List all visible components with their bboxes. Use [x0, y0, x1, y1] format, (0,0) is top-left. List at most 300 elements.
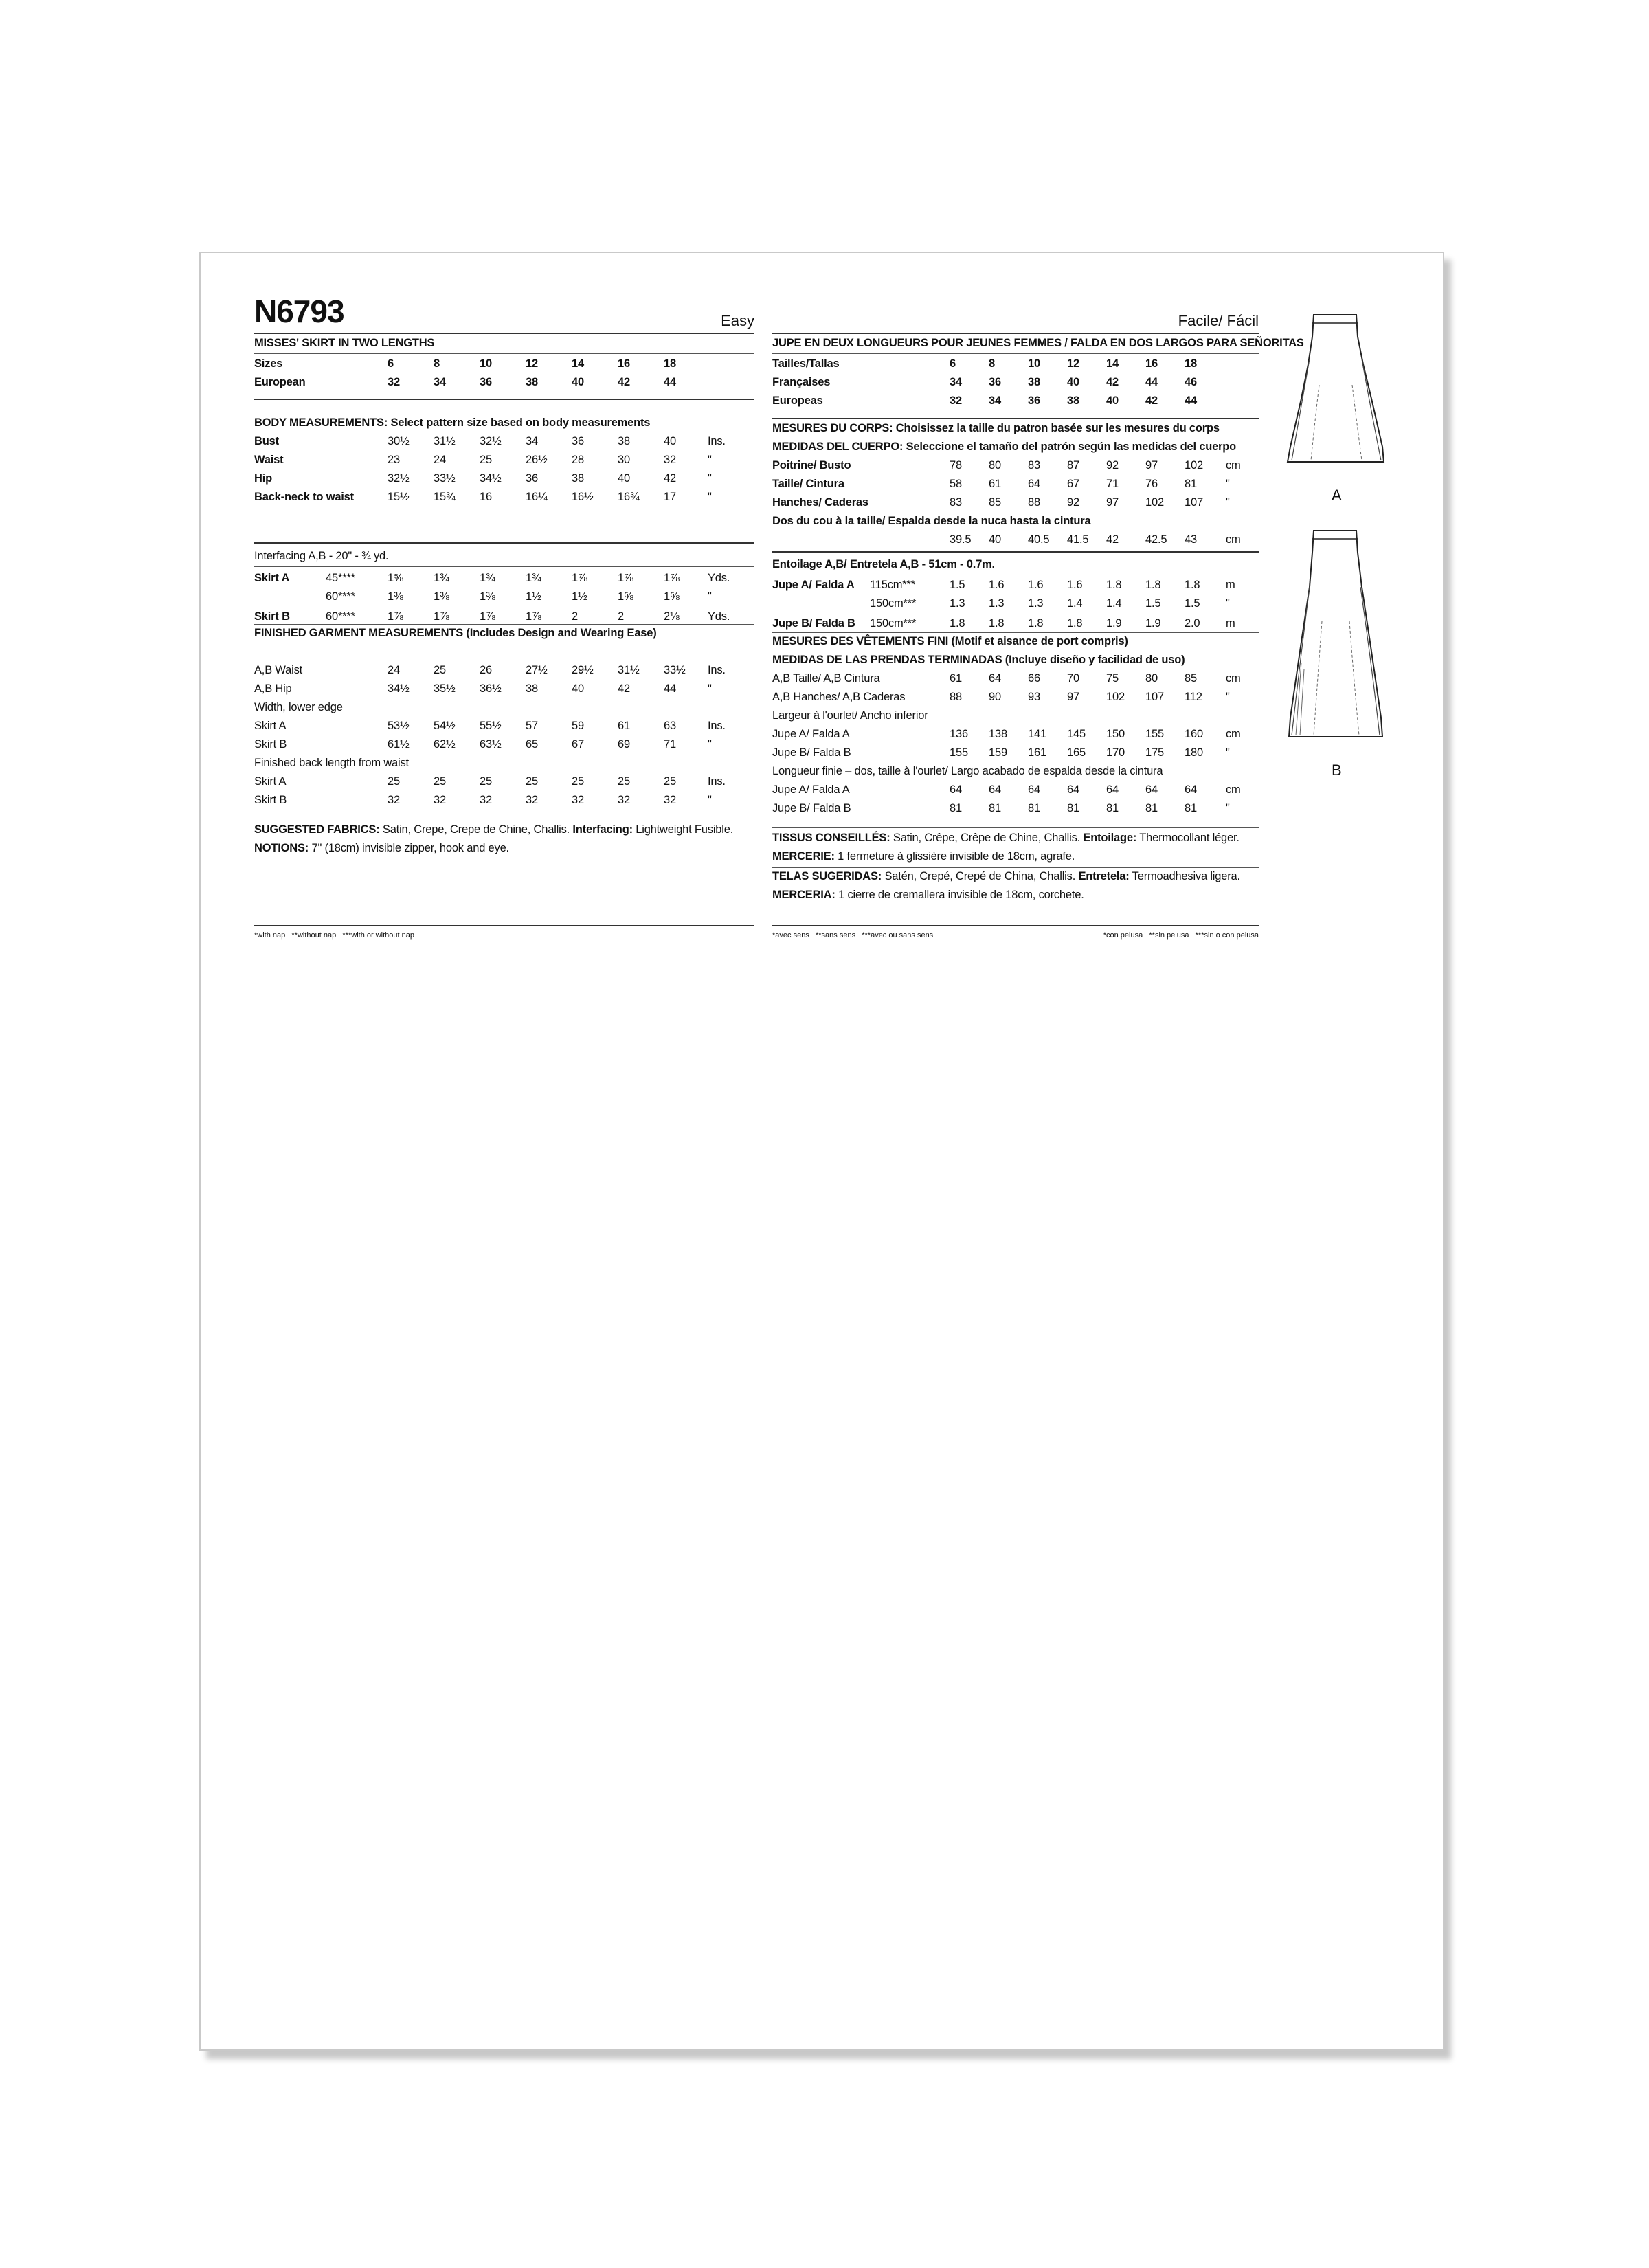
table-row	[772, 355, 1259, 373]
footnote-fr: *avec sens **sans sens ***avec ou sans sens	[772, 931, 934, 940]
table-row	[772, 392, 1259, 410]
fabric-width: 150cm***	[870, 597, 917, 610]
cell-value: 161	[1028, 746, 1046, 759]
cell-value: 81	[950, 802, 962, 814]
cell-value: 14	[572, 357, 584, 370]
pattern-envelope-sheet	[199, 252, 1444, 2051]
cell-value: 38	[1067, 394, 1079, 407]
cell-value: 25	[388, 775, 400, 788]
cell-value: 81	[1185, 478, 1197, 490]
unit: cm	[1226, 728, 1241, 740]
unit: Ins.	[708, 664, 726, 676]
cell-value: 1.3	[950, 597, 965, 610]
finished-measurements-table-fr-es	[772, 669, 1259, 818]
cell-value: 32	[434, 794, 446, 806]
cell-value: 43	[1185, 533, 1197, 546]
back-length-label: Dos du cou à la taille/ Espalda desde la nuca hasta la cintura	[772, 515, 1091, 527]
cell-value: 64	[989, 783, 1001, 796]
back-length-row	[772, 531, 1259, 549]
cell-value: 38	[1028, 376, 1040, 388]
cell-value: 16¾	[618, 491, 640, 503]
cell-value: 63	[664, 720, 676, 732]
cell-value: 83	[1028, 459, 1040, 471]
unit: "	[708, 794, 712, 806]
cell-value: 159	[989, 746, 1007, 759]
cell-value: 78	[950, 459, 962, 471]
cell-value: 32½	[480, 435, 502, 447]
cell-value: 64	[950, 783, 962, 796]
cell-value: 93	[1028, 691, 1040, 703]
cell-value: 24	[388, 664, 400, 676]
table-row	[254, 569, 754, 588]
difficulty-label-fr-es: Facile/ Fácil	[1178, 312, 1259, 329]
finished-heading-fr: MESURES DES VÊTEMENTS FINI (Motif et aisance de port compris)	[772, 635, 1128, 647]
cell-value: 36	[989, 376, 1001, 388]
cell-value: 61	[950, 672, 962, 685]
row-label: Hip	[254, 472, 272, 485]
cell-value: 1.5	[1185, 597, 1200, 610]
cell-value: 10	[1028, 357, 1040, 370]
cell-value: 1⅝	[618, 590, 633, 603]
cell-value: 87	[1067, 459, 1079, 471]
cell-value: 1⅞	[434, 610, 449, 623]
fabric-width: 150cm***	[870, 617, 917, 630]
table-row	[254, 608, 754, 626]
cell-value: 81	[1067, 802, 1079, 814]
unit: cm	[1226, 459, 1241, 471]
cell-value: 1.8	[989, 617, 1005, 630]
row-label: Jupe A/ Falda A	[772, 783, 850, 796]
row-label: Françaises	[772, 376, 831, 388]
cell-value: 40	[989, 533, 1001, 546]
table-row	[772, 614, 1259, 633]
cell-value: 75	[1106, 672, 1119, 685]
table-row	[772, 799, 1259, 818]
cell-value: 32½	[388, 472, 410, 485]
cell-value: 64	[989, 672, 1001, 685]
cell-value: 26	[480, 664, 492, 676]
cell-value: 81	[1106, 802, 1119, 814]
cell-value: 16½	[572, 491, 594, 503]
body-measurements-table-fr-es	[772, 456, 1259, 512]
cell-value: 71	[1106, 478, 1119, 490]
pattern-title: MISSES' SKIRT IN TWO LENGTHS	[254, 337, 435, 349]
row-label: Bust	[254, 435, 279, 447]
cell-value: 97	[1145, 459, 1158, 471]
cell-value: 1½	[526, 590, 541, 603]
cell-value: 36	[526, 472, 538, 485]
cell-value: 62½	[434, 738, 456, 751]
cell-value: 35½	[434, 682, 456, 695]
cell-value: 16	[1145, 357, 1158, 370]
cell-value: 88	[950, 691, 962, 703]
cell-value: 29½	[572, 664, 594, 676]
cell-value: 64	[1028, 478, 1040, 490]
cell-value: 31½	[618, 664, 640, 676]
row-label: Largeur à l'ourlet/ Ancho inferior	[772, 709, 928, 722]
cell-value: 1.8	[1067, 617, 1083, 630]
cell-value: 1⅞	[526, 610, 541, 623]
cell-value: 64	[1106, 783, 1119, 796]
cell-value: 102	[1185, 459, 1203, 471]
cell-value: 85	[1185, 672, 1197, 685]
row-label: Europeas	[772, 394, 823, 407]
cell-value: 32	[664, 454, 676, 466]
cell-value: 33½	[664, 664, 686, 676]
row-label: Width, lower edge	[254, 701, 343, 713]
cell-value: 81	[1145, 802, 1158, 814]
cell-value: 42	[1145, 394, 1158, 407]
unit: "	[1226, 691, 1230, 703]
unit: cm	[1226, 533, 1241, 546]
cell-value: 155	[950, 746, 968, 759]
cell-value: 1.8	[1145, 579, 1161, 591]
row-label: Back-neck to waist	[254, 491, 354, 503]
row-label: Jupe B/ Falda B	[772, 617, 855, 630]
cell-value: 92	[1067, 496, 1079, 509]
cell-value: 141	[1028, 728, 1046, 740]
cell-value: 170	[1106, 746, 1125, 759]
cell-value: 25	[434, 664, 446, 676]
fabric-width: 45****	[326, 572, 355, 584]
cell-value: 58	[950, 478, 962, 490]
table-row	[772, 373, 1259, 392]
cell-value: 1.8	[1028, 617, 1044, 630]
sizes-table	[254, 355, 754, 392]
cell-value: 81	[989, 802, 1001, 814]
mercerie: MERCERIE: 1 fermeture à glissière invisible de 18cm, agrafe.	[772, 850, 1075, 863]
cell-value: 1⅝	[388, 572, 403, 584]
cell-value: 24	[434, 454, 446, 466]
cell-value: 15½	[388, 491, 410, 503]
yardage-table	[254, 569, 754, 626]
cell-value: 57	[526, 720, 538, 732]
row-label: Tailles/Tallas	[772, 357, 840, 370]
unit: "	[708, 454, 712, 466]
table-row	[772, 576, 1259, 594]
row-label: A,B Hip	[254, 682, 292, 695]
cell-value: 16	[480, 491, 492, 503]
finished-heading-es: MEDIDAS DE LAS PRENDAS TERMINADAS (Incluye diseño y facilidad de uso)	[772, 654, 1185, 666]
cell-value: 97	[1106, 496, 1119, 509]
table-row	[254, 791, 754, 810]
cell-value: 2.0	[1185, 617, 1200, 630]
cell-value: 42	[618, 682, 630, 695]
cell-value: 71	[664, 738, 676, 751]
yardage-table-fr-es	[772, 576, 1259, 633]
cell-value: 32	[664, 794, 676, 806]
table-row	[772, 475, 1259, 493]
row-label: European	[254, 376, 306, 388]
footnote-es: *con pelusa **sin pelusa ***sin o con pelusa	[1103, 931, 1259, 940]
cell-value: 1⅞	[618, 572, 633, 584]
unit: Ins.	[708, 435, 726, 447]
cell-value: 25	[480, 775, 492, 788]
table-row	[254, 432, 754, 451]
row-label: Taille/ Cintura	[772, 478, 844, 490]
cell-value: 36	[572, 435, 584, 447]
unit: m	[1226, 579, 1235, 591]
cell-value: 59	[572, 720, 584, 732]
table-row	[772, 531, 1259, 549]
cell-value: 1⅞	[664, 572, 680, 584]
cell-value: 32	[950, 394, 962, 407]
cell-value: 1⅜	[434, 590, 449, 603]
cell-value: 97	[1067, 691, 1079, 703]
cell-value: 165	[1067, 746, 1086, 759]
unit: Ins.	[708, 775, 726, 788]
cell-value: 1.4	[1067, 597, 1083, 610]
row-label: Hanches/ Caderas	[772, 496, 868, 509]
cell-value: 42	[664, 472, 676, 485]
cell-value: 44	[1185, 394, 1197, 407]
sizes-table-fr-es	[772, 355, 1259, 410]
unit: "	[1226, 802, 1230, 814]
cell-value: 180	[1185, 746, 1203, 759]
table-row	[254, 451, 754, 469]
cell-value: 44	[664, 376, 676, 388]
cell-value: 34½	[480, 472, 502, 485]
cell-value: 40	[572, 376, 584, 388]
cell-value: 18	[1185, 357, 1197, 370]
cell-value: 25	[664, 775, 676, 788]
unit: "	[1226, 746, 1230, 759]
unit: Ins.	[708, 720, 726, 732]
cell-value: 145	[1067, 728, 1086, 740]
cell-value: 1.8	[1106, 579, 1122, 591]
pattern-code: N6793	[254, 293, 344, 329]
cell-value: 30	[618, 454, 630, 466]
cell-value: 14	[1106, 357, 1119, 370]
cell-value: 61	[618, 720, 630, 732]
cell-value: 76	[1145, 478, 1158, 490]
cell-value: 40	[664, 435, 676, 447]
row-label: Jupe A/ Falda A	[772, 728, 850, 740]
cell-value: 34	[950, 376, 962, 388]
unit: m	[1226, 617, 1235, 630]
cell-value: 8	[434, 357, 440, 370]
unit: "	[1226, 597, 1230, 610]
row-label: Sizes	[254, 357, 283, 370]
cell-value: 41.5	[1067, 533, 1089, 546]
cell-value: 46	[1185, 376, 1197, 388]
cell-value: 64	[1185, 783, 1197, 796]
cell-value: 40	[1106, 394, 1119, 407]
cell-value: 34	[434, 376, 446, 388]
cell-value: 32	[572, 794, 584, 806]
cell-value: 1⅞	[480, 610, 495, 623]
fabric-width: 60****	[326, 590, 355, 603]
cell-value: 2	[572, 610, 578, 623]
cell-value: 80	[1145, 672, 1158, 685]
unit: "	[708, 491, 712, 503]
table-row	[254, 754, 754, 772]
table-row	[772, 456, 1259, 475]
cell-value: 67	[1067, 478, 1079, 490]
cell-value: 136	[950, 728, 968, 740]
unit: "	[708, 682, 712, 695]
cell-value: 81	[1185, 802, 1197, 814]
cell-value: 42	[618, 376, 630, 388]
cell-value: 40.5	[1028, 533, 1050, 546]
cell-value: 25	[480, 454, 492, 466]
cell-value: 38	[618, 435, 630, 447]
cell-value: 1⅜	[480, 590, 495, 603]
cell-value: 90	[989, 691, 1001, 703]
table-row	[254, 698, 754, 717]
cell-value: 1.3	[989, 597, 1005, 610]
cell-value: 23	[388, 454, 400, 466]
cell-value: 1¾	[480, 572, 495, 584]
cell-value: 31½	[434, 435, 456, 447]
tissus-conseilles: TISSUS CONSEILLÉS: Satin, Crêpe, Crêpe de Chine, Challis. Entoilage: Thermocollant léger.	[772, 832, 1239, 844]
body-heading-es: MEDIDAS DEL CUERPO: Seleccione el tamaño del patrón según las medidas del cuerpo	[772, 441, 1237, 453]
cell-value: 107	[1145, 691, 1164, 703]
cell-value: 55½	[480, 720, 502, 732]
cell-value: 12	[1067, 357, 1079, 370]
cell-value: 17	[664, 491, 676, 503]
cell-value: 1⅞	[388, 610, 403, 623]
table-row	[254, 772, 754, 791]
cell-value: 32	[388, 376, 400, 388]
cell-value: 63½	[480, 738, 502, 751]
cell-value: 32	[480, 794, 492, 806]
cell-value: 1.5	[950, 579, 965, 591]
cell-value: 1½	[572, 590, 587, 603]
row-label: Skirt B	[254, 738, 287, 751]
unit: Yds.	[708, 610, 730, 623]
table-row	[254, 661, 754, 680]
table-row	[772, 493, 1259, 512]
cell-value: 34½	[388, 682, 410, 695]
cell-value: 64	[1028, 783, 1040, 796]
row-label: A,B Waist	[254, 664, 303, 676]
row-label: Skirt A	[254, 720, 287, 732]
cell-value: 32	[388, 794, 400, 806]
cell-value: 70	[1067, 672, 1079, 685]
cell-value: 92	[1106, 459, 1119, 471]
cell-value: 40	[1067, 376, 1079, 388]
footnote: *with nap **without nap ***with or without nap	[254, 931, 414, 940]
cell-value: 175	[1145, 746, 1164, 759]
cell-value: 40	[572, 682, 584, 695]
cell-value: 1.6	[1067, 579, 1083, 591]
view-a-label: A	[1332, 487, 1342, 504]
cell-value: 65	[526, 738, 538, 751]
row-label: Skirt B	[254, 794, 287, 806]
cell-value: 160	[1185, 728, 1203, 740]
cell-value: 85	[989, 496, 1001, 509]
cell-value: 1¾	[526, 572, 541, 584]
suggested-fabrics: SUGGESTED FABRICS: Satin, Crepe, Crepe de Chine, Challis. Interfacing: Lightweight Fusible.	[254, 823, 734, 836]
unit: "	[708, 590, 712, 603]
cell-value: 36½	[480, 682, 502, 695]
unit: "	[1226, 478, 1230, 490]
cell-value: 39.5	[950, 533, 972, 546]
table-row	[772, 744, 1259, 762]
unit: "	[1226, 496, 1230, 509]
cell-value: 42	[1106, 533, 1119, 546]
cell-value: 32	[618, 794, 630, 806]
cell-value: 18	[664, 357, 676, 370]
cell-value: 6	[950, 357, 956, 370]
cell-value: 44	[664, 682, 676, 695]
cell-value: 102	[1145, 496, 1164, 509]
unit: Yds.	[708, 572, 730, 584]
table-row	[772, 707, 1259, 725]
cell-value: 64	[1145, 783, 1158, 796]
table-row	[772, 762, 1259, 781]
cell-value: 53½	[388, 720, 410, 732]
table-row	[772, 688, 1259, 707]
cell-value: 80	[989, 459, 1001, 471]
cell-value: 1.6	[1028, 579, 1044, 591]
cell-value: 54½	[434, 720, 456, 732]
cell-value: 155	[1145, 728, 1164, 740]
row-label: A,B Hanches/ A,B Caderas	[772, 691, 906, 703]
cell-value: 83	[950, 496, 962, 509]
cell-value: 1⅞	[572, 572, 587, 584]
cell-value: 25	[572, 775, 584, 788]
difficulty-label: Easy	[721, 312, 754, 329]
cell-value: 107	[1185, 496, 1203, 509]
cell-value: 66	[1028, 672, 1040, 685]
cell-value: 67	[572, 738, 584, 751]
cell-value: 25	[434, 775, 446, 788]
unit: "	[708, 472, 712, 485]
cell-value: 1.3	[1028, 597, 1044, 610]
table-row	[254, 469, 754, 488]
interfacing-line: Interfacing A,B - 20" - ¾ yd.	[254, 550, 389, 562]
cell-value: 102	[1106, 691, 1125, 703]
cell-value: 8	[989, 357, 995, 370]
merceria: MERCERIA: 1 cierre de cremallera invisible de 18cm, corchete.	[772, 889, 1084, 901]
row-label: Skirt A	[254, 572, 290, 584]
table-row	[254, 680, 754, 698]
row-label: Jupe B/ Falda B	[772, 802, 851, 814]
telas-sugeridas: TELAS SUGERIDAS: Satén, Crepé, Crepé de China, Challis. Entretela: Termoadhesiva ligera.	[772, 870, 1240, 882]
cell-value: 1⅜	[388, 590, 403, 603]
table-row	[254, 355, 754, 373]
cell-value: 64	[1067, 783, 1079, 796]
finished-measurements-table	[254, 661, 754, 810]
cell-value: 26½	[526, 454, 548, 466]
cell-value: 88	[1028, 496, 1040, 509]
cell-value: 40	[618, 472, 630, 485]
unit: cm	[1226, 672, 1241, 685]
fabric-width: 60****	[326, 610, 355, 623]
table-row	[254, 373, 754, 392]
finished-measurements-heading: FINISHED GARMENT MEASUREMENTS (Includes Design and Wearing Ease)	[254, 627, 657, 639]
cell-value: 1.5	[1145, 597, 1161, 610]
row-label: Poitrine/ Busto	[772, 459, 851, 471]
cell-value: 138	[989, 728, 1007, 740]
cell-value: 15¾	[434, 491, 456, 503]
cell-value: 44	[1145, 376, 1158, 388]
notions: NOTIONS: 7" (18cm) invisible zipper, hook and eye.	[254, 842, 509, 854]
cell-value: 1.4	[1106, 597, 1122, 610]
row-label: Jupe A/ Falda A	[772, 579, 855, 591]
table-row	[772, 594, 1259, 613]
row-label: Skirt B	[254, 610, 290, 623]
row-label: Jupe B/ Falda B	[772, 746, 851, 759]
table-row	[772, 781, 1259, 799]
cell-value: 25	[618, 775, 630, 788]
body-measurements-heading: BODY MEASUREMENTS: Select pattern size based on body measurements	[254, 416, 651, 429]
cell-value: 69	[618, 738, 630, 751]
pattern-title-fr-es: JUPE EN DEUX LONGUEURS POUR JEUNES FEMMES / FALDA EN DOS LARGOS PARA SEÑORITAS	[772, 337, 1304, 349]
cell-value: 25	[526, 775, 538, 788]
